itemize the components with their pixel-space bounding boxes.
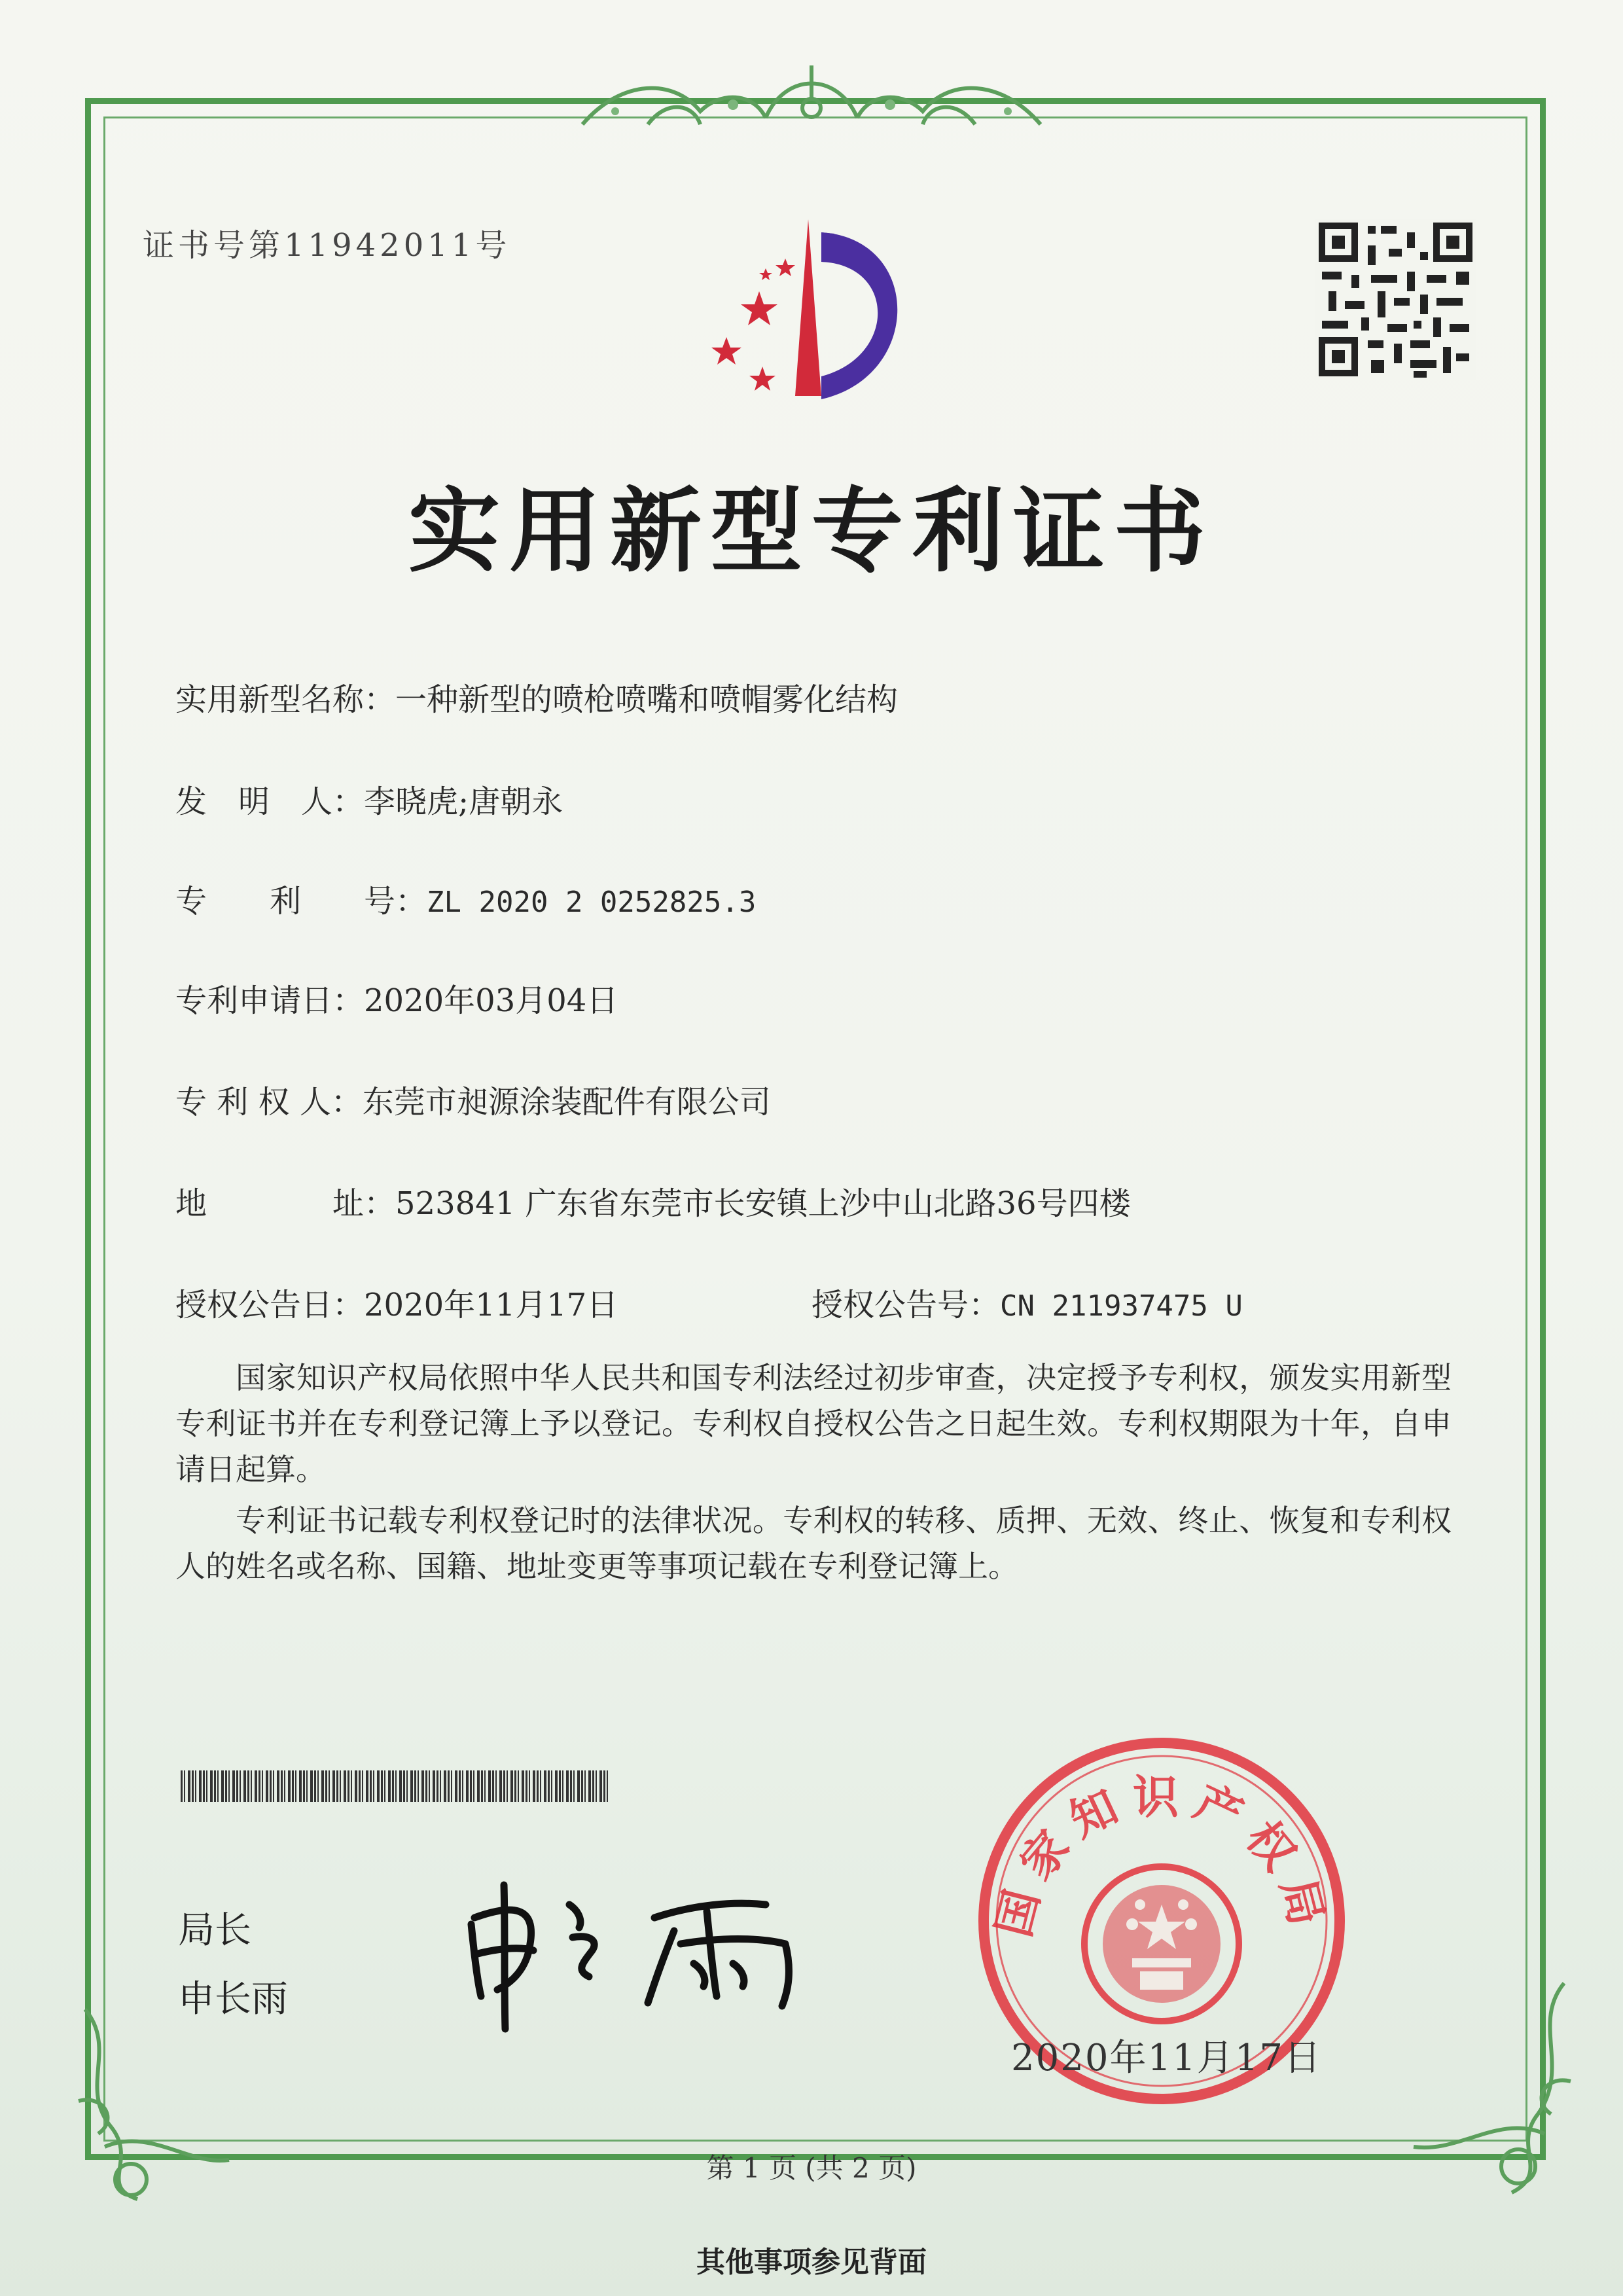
certificate-title: 实用新型专利证书 <box>408 478 1215 585</box>
patent-number-label: 专 利 号： <box>175 883 427 920</box>
patentee-label: 专 利 权 人： <box>175 1084 363 1121</box>
inventor-value: 李晓虎;唐朝永 <box>364 783 563 820</box>
page-number: 第 1 页 (共 2 页) <box>706 2152 917 2184</box>
handwritten-signature-icon <box>458 1865 825 2036</box>
utility-model-name-row <box>175 674 898 719</box>
grant-date-label: 授权公告日： <box>175 1287 365 1323</box>
inventor-label: 发 明 人： <box>175 783 365 820</box>
barcode-icon <box>181 1770 609 1802</box>
grant-date-value: 2020年11月17日 <box>364 1287 618 1323</box>
top-ornament-icon <box>569 52 1054 144</box>
grant-date-row <box>175 1280 618 1325</box>
address-label: 地 址： <box>175 1185 396 1222</box>
grant-number-value: CN 211937475 U <box>1000 1289 1243 1323</box>
filing-date-row <box>175 975 618 1020</box>
utility-model-name-value: 一种新型的喷枪喷嘴和喷帽雾化结构 <box>395 681 899 718</box>
filing-date-value: 2020年03月04日 <box>364 982 618 1019</box>
patentee-row <box>175 1077 771 1122</box>
patent-number-row <box>175 876 756 921</box>
patentee-value: 东莞市昶源涂装配件有限公司 <box>362 1084 771 1121</box>
seal-date: 2020年11月17日 <box>1011 2037 1323 2079</box>
body-paragraph-1: 国家知识产权局依照中华人民共和国专利法经过初步审查，决定授予专利权，颁发实用新型专利证书并在专利登记簿上予以登记。专利权自授权公告之日起生效。专利权期限为十年，自申请日起算。 <box>175 1360 1452 1487</box>
patent-number-value: ZL 2020 2 0252825.3 <box>427 886 757 919</box>
certificate-body <box>175 1355 1452 1589</box>
inventor-row <box>175 776 563 821</box>
certificate-number: 证书号第11942011号 <box>143 227 511 264</box>
seal-text: 国家知识产权局 <box>986 1770 1337 1943</box>
qr-code-icon <box>1315 219 1476 380</box>
body-paragraph-2: 专利证书记载专利权登记时的法律状况。专利权的转移、质押、无效、终止、恢复和专利权人的姓名或名称、国籍、地址变更等事项记载在专利登记簿上。 <box>175 1503 1452 1584</box>
patent-office-logo-icon <box>687 213 936 403</box>
utility-model-name-label: 实用新型名称： <box>175 681 396 718</box>
grant-number-row <box>812 1280 1243 1325</box>
grant-number-label: 授权公告号： <box>812 1287 1001 1323</box>
director-title: 局长 <box>178 1909 251 1952</box>
filing-date-label: 专利申请日： <box>175 982 365 1019</box>
director-name: 申长雨 <box>178 1978 288 2020</box>
address-row <box>175 1178 1131 1223</box>
footer-note: 其他事项参见背面 <box>696 2246 927 2279</box>
address-value: 523841 广东省东莞市长安镇上沙中山北路36号四楼 <box>395 1185 1131 1222</box>
